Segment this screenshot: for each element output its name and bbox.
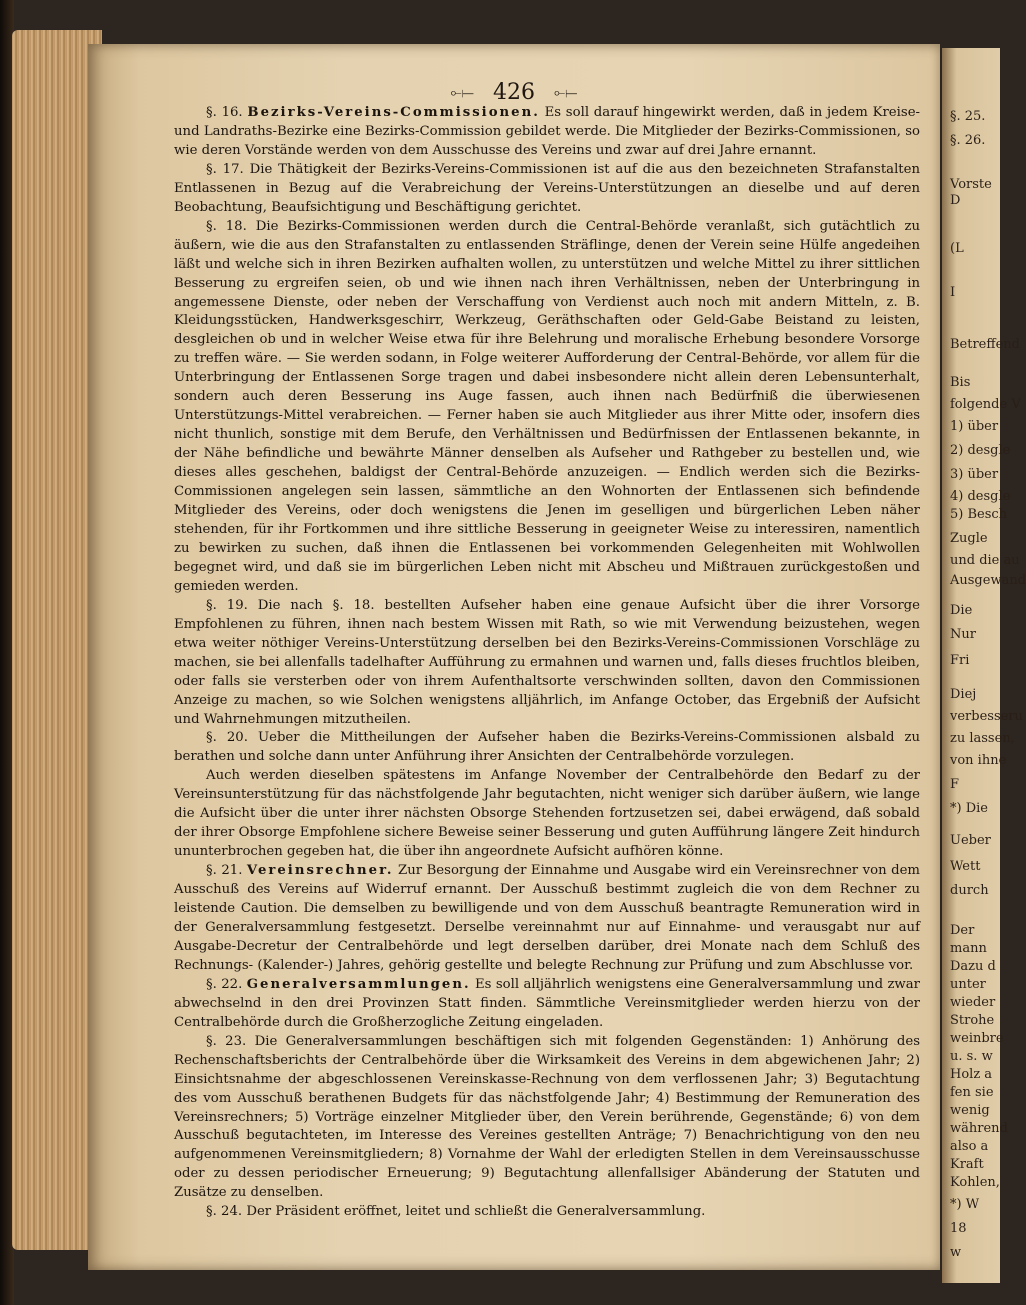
fragment-text: I [950,285,956,300]
fragment-text: Die [950,603,973,618]
section-title: Bezirks-Vereins-Commissionen. [247,105,540,120]
fragment-text: 1) über [950,419,999,434]
section-title: Vereinsrechner. [246,863,394,879]
fragment-text: Holz a [950,1067,993,1082]
fragment-text: Ausgewand [950,573,1026,588]
adjacent-page-fragment [942,48,1026,1283]
page-header [88,80,940,105]
section-number: §. 16. [206,105,243,120]
section-number: §. 22. [206,976,243,992]
paragraph [174,1033,920,1204]
section-text: Der Präsident eröffnet, leitet und schließt die Generalversammlung. [246,1204,706,1220]
fragment-text: unter [950,977,986,992]
fragment-text: §. 25. [950,109,986,124]
section-text: Auch werden dieselben spätestens im Anfange November der Centralbehörde den Bedarf zu der Vereinsunterstützung für das nächstfolgende Jahr begutachten, nicht weniger sich darüber äußern, wie lange die Aufsicht über die unter ihrer nächsten Obsorge Stehenden fortzusetzen sei, dabei erwägend, daß sobald der ihrer Obsorge Empfohlene sichere Beweise seiner Besserung und guten Aufführung längere Zeit hindurch ununterbrochen gegeben hat, die über ihn angeordnete Aufsicht aufhören könne. [174,768,920,860]
section-text: Die nach §. 18. bestellten Aufseher haben eine genaue Aufsicht über die ihrer Vorsorge Empfohlenen zu führen, ihnen nach bestem Wissen mit Rath, so wie mit Verwendung beizustehen, wegen etwa weiter nöthiger Vereins-Unterstützung derselben bei den Bezirks-Vereins-Commissionen Vorschläge zu machen, sie bei allenfalls tadelhafter Aufführung zu ermahnen und warnen und, falls dieses fruchtlos bleiben, oder falls sie versterben oder von ihrem Aufenthaltsorte verschwinden sollten, davon den Commissionen Anzeige zu machen, so wie Solchen wenigstens alljährlich, im Anfange October, das Ergebniß der Aufsicht und Wahrnehmungen mitzutheilen. [174,597,920,727]
fragment-text: §. 26. [950,133,986,148]
fragment-text: Nur [950,627,976,642]
fragment-text: u. s. w [950,1049,993,1064]
section-number: §. 20. [206,730,248,746]
section-text: Zur Besorgung der Einnahme und Ausgabe wird ein Vereinsrechner von dem Ausschuß des Vereins auf Widerruf ernannt. Der Ausschuß bestimmt zugleich die von dem Rechner zu leistende Caution. Die demselben zu bewilligende und von dem Ausschuß beantragte Remuneration wird in der Generalversammlung festgesetzt. Derselbe vereinnahmt nur auf Einnahme- und verausgabt nur auf Ausgabe-Decretur der Centralbehörde und legt derselben darüber, drei Monate nach dem Schluß des Rechnungs- (Kalender-) Jahres, gehörig gestellte und belegte Rechnung zur Prüfung und zum Abschlusse vor. [174,863,920,973]
page-number: 426 [493,80,535,105]
fragment-text: Diej [950,687,977,702]
paragraph [174,976,920,1033]
paragraph [174,597,920,730]
section-number: §. 23. [206,1033,247,1049]
fragment-text: F [950,777,960,792]
paragraph [174,729,920,767]
fragment-text: mann [950,941,987,956]
fragment-text: Kohlen, [950,1175,1000,1190]
section-number: §. 18. [206,218,247,234]
section-text: Die Generalversammlungen beschäftigen sich mit folgenden Gegenständen: 1) Anhörung des Rechenschaftsberichts der Centralbehörde über die Wirksamkeit des Vereins in dem abgewichenen Jahr; 2) Einsichtsnahme der abgeschlossenen Vereinskasse-Rechnung von dem verflossenen Jahr; 3) Begutachtung des vom Ausschuß berathenen Budgets für das nächstfolgende Jahr; 4) Bestimmung der Remuneration des Vereinsrechners; 5) Vorträge einzelner Mitglieder über, den Verein berührende, Gegenstände; 6) von dem Ausschuß begutachteten, im Interesse des Vereines gestellten Anträge; 7) Benachrichtigung von den neu aufgenommenen Vereinsmitgliedern; 8) Vornahme der Wahl der erledigten Stellen in dem Vereinsausschusse oder zu dessen periodischer Erneuerung; 9) Begutachtung allenfallsiger Abänderung der Statuten und Zusätze zu denselben. [174,1033,920,1201]
fragment-text: (L [950,241,964,256]
fragment-text: und die au [950,553,1020,568]
fragment-text: Ueber [950,833,991,848]
fragment-text: 5) Besch [950,507,1008,522]
fragment-text: Dazu d [950,959,996,974]
section-number: §. 21. [206,863,243,879]
fragment-text: verbesseru [950,709,1023,724]
fragment-text: Betreffend [950,337,1021,352]
section-text: Es soll alljährlich wenigstens eine Generalversammlung und zwar abwechselnd in den drei Provinzen Statt finden. Sämmtliche Vereinsmitglieder werden hierzu von der Centralbehörde durch die Großherzogliche Zeitung eingeladen. [174,976,921,1030]
fragment-text: zu lassen, [950,731,1015,746]
fragment-text: 18 [950,1221,967,1236]
fragment-text: Kraft [950,1157,984,1172]
paragraph [174,104,920,161]
ornament-left-icon: ⟜⟝ [450,85,474,101]
section-text: Ueber die Mittheilungen der Aufseher haben die Bezirks-Vereins-Commissionen alsbald zu berathen und solche dann unter Anführung ihrer Ansichten der Centralbehörde vorzulegen. [174,730,920,765]
fragment-text: wenig [950,1103,990,1118]
paragraph [174,161,920,218]
section-number: §. 24. [206,1204,243,1220]
fragment-text: weinbre [950,1031,1004,1046]
fragment-text: Der [950,923,975,938]
fragment-text: Zugle [950,531,988,546]
paragraph [174,218,920,597]
fragment-text: Bis [950,375,971,390]
section-text: Die Thätigkeit der Bezirks-Vereins-Commissionen ist auf die aus den bezeichneten Strafanstalten Entlassenen in Bezug auf die Verabreichung der Vereins-Unterstützungen an dieselbe und auf deren Beobachtung, Beaufsichtigung und Beschäftigung gerichtet. [174,161,921,215]
fragment-text: D [950,193,961,208]
section-number: §. 19. [206,597,248,613]
fragment-text: also a [950,1139,989,1154]
fragment-text: 3) über [950,467,999,482]
paragraph [174,1203,920,1222]
fragment-text: Fri [950,653,970,668]
fragment-text: während [950,1121,1008,1136]
paragraph [174,862,920,976]
fragment-text: durch [950,883,989,898]
fragment-text: *) Die [950,801,988,816]
section-title: Generalversammlungen. [246,976,471,992]
section-text: Es soll darauf hingewirkt werden, daß in jedem Kreise- und Landraths-Bezirke eine Bezirks-Commission gebildet werde. Die Mitglieder der Bezirks-Commissionen, so wie deren Vorstände werden von dem Ausschusse des Vereins und zwar auf drei Jahre ernannt. [174,105,921,158]
paragraph [174,767,920,862]
fragment-text: *) W [950,1197,980,1212]
fragment-text: folgende V [950,397,1021,412]
ornament-right-icon: ⟜⟝ [554,85,578,101]
fragment-text: Strohe [950,1013,995,1028]
fragment-text: 4) desgle [950,489,1011,504]
fragment-text: von ihne [950,753,1007,768]
fragment-text: 2) desgle [950,443,1011,458]
section-text: Die Bezirks-Commissionen werden durch die Central-Behörde veranlaßt, sich gutächtlich zu äußern, wie die aus den Strafanstalten zu entlassenden Sträflinge, denen der Verein seine Hülfe angedeihen läßt und welche sich in ihren Bezirken aufhalten wollen, zu unterstützen und welche Mittel zu ihrer sittlichen Besserung zu ergreifen seien, ob und wie ihnen nach ihren Verhältnissen, neben der Unterbringung in angemessene Dienste, oder neben der Verschaffung von Verdienst auch noch mit andern Mitteln, z. B. Kleidungsstücken, Handwerksgeschirr, Werkzeug, Geräthschaften oder Geld-Gabe Beistand zu leisten, desgleichen ob und in welcher Weise etwa für ihre Belehrung und moralische Erhebung besondere Vorsorge zu treffen wäre. — Sie werden sodann, in Folge weiterer Aufforderung der Central-Behörde, vor allem für die Unterbringung der Entlassenen Sorge tragen und dabei insbesondere nicht allein deren Lebensunterhalt, sondern auch deren Besserung ins Auge fassen, auch ihnen nach Bedürfniß die überwiesenen Unterstützungs-Mittel verabreichen. — Ferner haben sie auch Mitglieder aus ihrer Mitte oder, insofern dies nicht thunlich, sonstige mit dem Berufe, den Verhältnissen und Bedürfnissen der Entlassenen bekannte, in der Nähe befindliche und bewährte Männer denselben als Aufseher und Rathgeber zu bestellen und, wie dieses alles geschehen, baldigst der Central-Behörde anzuzeigen. — Endlich werden sich die Bezirks-Commissionen angelegen sein lassen, sämmtliche an den Wohnorten der Entlassenen sich befindende Mitglieder des Vereins, oder doch wenigstens die Jenen im geselligen und bürgerlichen Leben näher stehenden, für ihr Fortkommen und ihre sittliche Besserung in geeigneter Weise zu interessiren, namentlich zu bewirken zu suchen, daß ihnen die Entlassenen bei vorkommenden Gelegenheiten mit Wohlwollen begegnet wird, und daß sie im bürgerlichen Leben nicht mit Abscheu und Mißtrauen zurückgestoßen und gemieden werden. [174,218,920,594]
page-body-text [174,104,920,1222]
fragment-text: fen sie [950,1085,994,1100]
fragment-text: Vorste [950,177,992,192]
section-number: §. 17. [206,161,244,177]
fragment-text: w [950,1245,962,1260]
fragment-text: Wett [950,859,981,874]
fragment-text: wieder [950,995,996,1010]
